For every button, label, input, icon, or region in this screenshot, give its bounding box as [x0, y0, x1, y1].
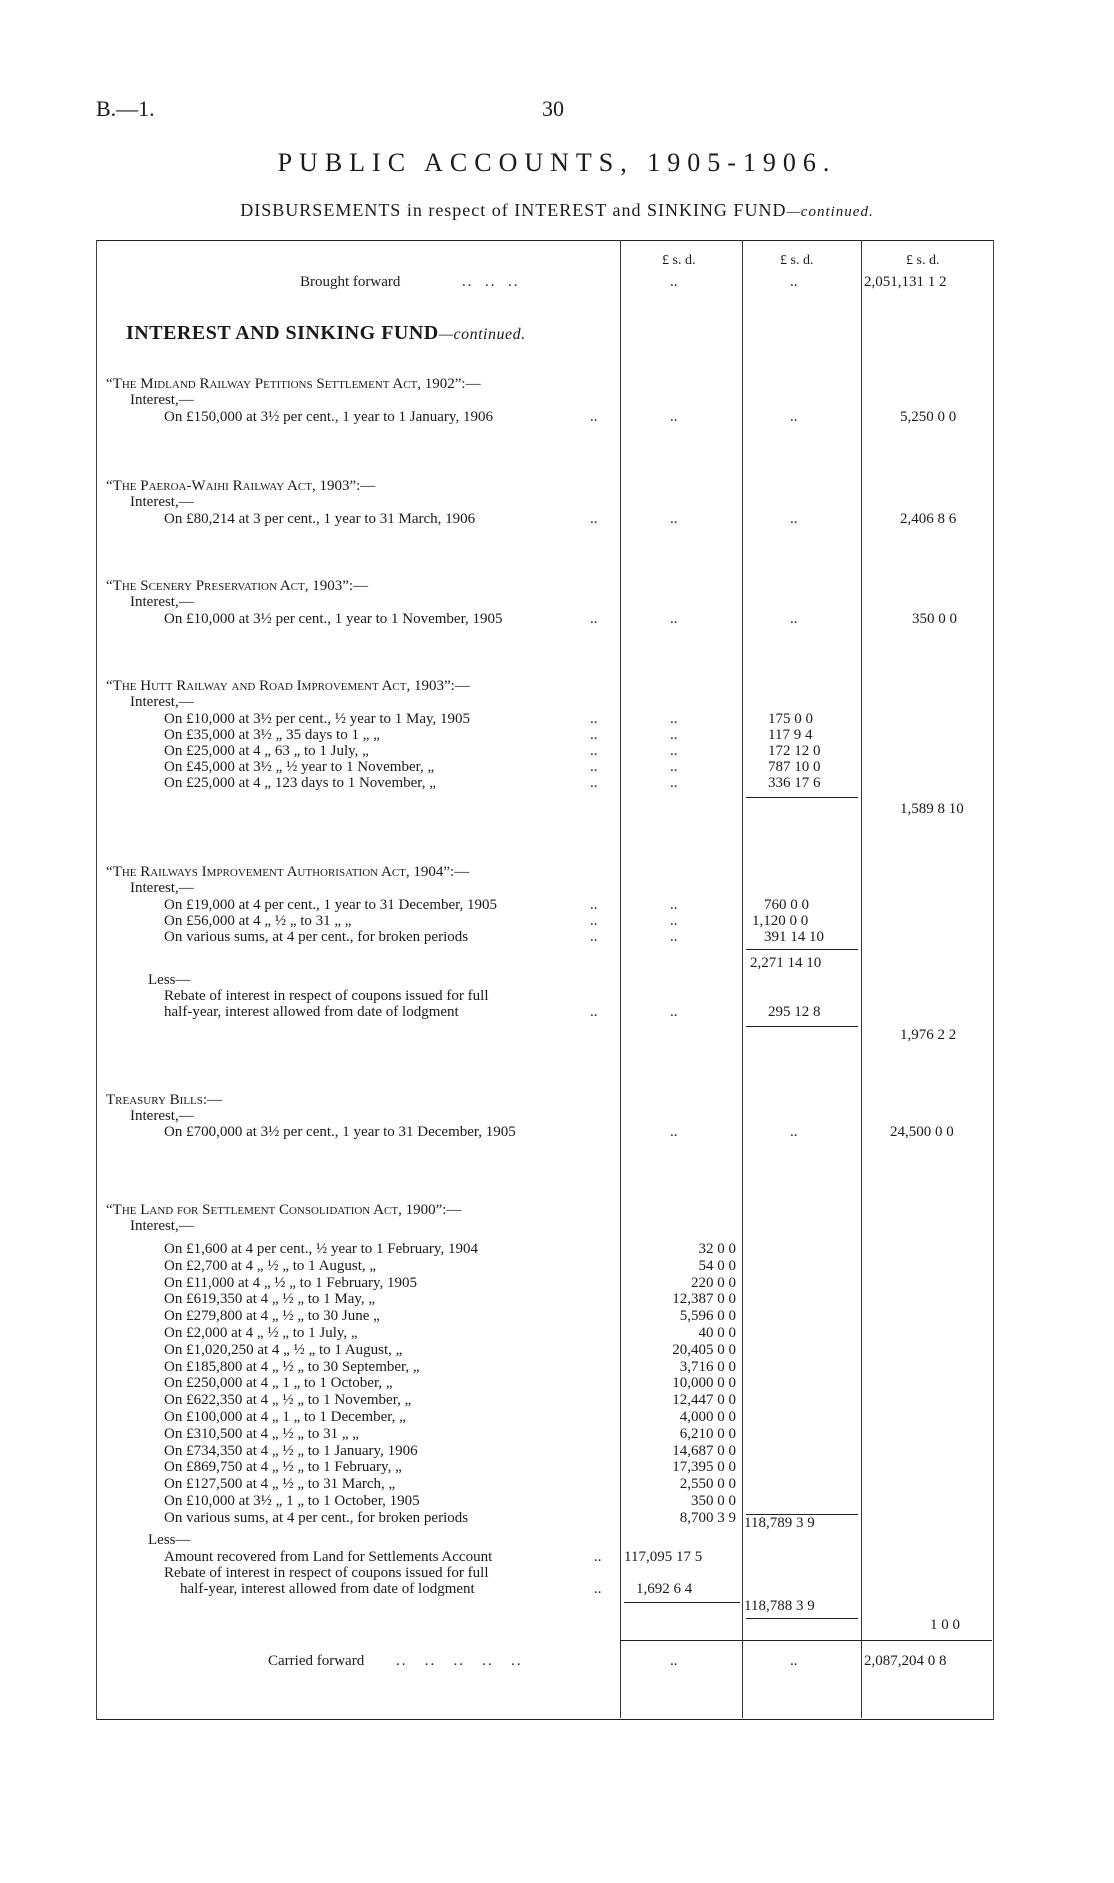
land-amount: 12,447 0 0 [672, 1392, 736, 1409]
brought-forward-label: Brought forward [300, 274, 401, 290]
land-row: On £869,750 at 4 „ ½ „ to 1 February, „ [164, 1459, 402, 1476]
leader-dots: .. [670, 274, 678, 290]
leader-dots: .. [670, 913, 678, 929]
paeroa-title: “The Paeroa-Waihi Railway Act, 1903”:— [106, 478, 376, 494]
land-row: On £1,600 at 4 per cent., ½ year to 1 February, 1904 [164, 1241, 478, 1257]
section-heading-text: INTEREST AND SINKING FUND [126, 322, 439, 344]
leader-dots: .. [590, 511, 598, 527]
land-row: On £2,700 at 4 „ ½ „ to 1 August, „ [164, 1257, 377, 1274]
hutt-interest: Interest,— [130, 694, 194, 710]
hutt-row: On £10,000 at 3½ per cent., ½ year to 1 May, 1905 [164, 711, 471, 727]
land-row: On £1,020,250 at 4 „ ½ „ to 1 August, „ [164, 1341, 403, 1358]
railways-total: 1,976 2 2 [900, 1027, 957, 1043]
railways-rebate-line1: Rebate of interest in respect of coupons issued for full [164, 988, 489, 1004]
land-amount: 8,700 3 9 [679, 1509, 736, 1526]
leader-dots: .. [670, 711, 678, 727]
railways-amount: 1,120 0 0 [752, 913, 809, 929]
land-amount: 220 0 0 [691, 1274, 736, 1291]
paeroa-interest: Interest,— [130, 494, 194, 510]
railways-row: On £19,000 at 4 per cent., 1 year to 31 December, 1905 [164, 897, 498, 913]
land-subtotal: 118,789 3 9 [744, 1515, 815, 1531]
hutt-amount: 175 0 0 [768, 711, 813, 727]
column-divider [620, 240, 621, 1718]
railways-row: On £56,000 at 4 „ ½ „ to 31 „ „ [164, 913, 352, 929]
leader-dots: .. [670, 929, 678, 945]
sum-rule [624, 1602, 740, 1603]
leader-dots: .. [670, 1124, 678, 1140]
midland-total: 5,250 0 0 [900, 409, 957, 425]
land-recovered-amount: 117,095 17 5 [624, 1549, 703, 1565]
hutt-amount: 172 12 0 [768, 743, 821, 759]
leader-dots: .. [670, 511, 678, 527]
land-rebate-amount: 1,692 6 4 [636, 1581, 693, 1597]
hutt-total: 1,589 8 10 [900, 801, 964, 817]
land-less: Less— [148, 1532, 191, 1548]
carried-forward-rule [620, 1640, 992, 1641]
leader-dots: .. [590, 711, 598, 727]
land-row: On £279,800 at 4 „ ½ „ to 30 June „ [164, 1308, 380, 1325]
leader-dots: .. [670, 611, 678, 627]
page-subtitle [0, 200, 1114, 221]
leader-dots: .. [590, 897, 598, 913]
land-amount: 2,550 0 0 [679, 1476, 736, 1493]
midland-title: “The Midland Railway Petitions Settlement Act, 1902”:— [106, 376, 481, 392]
land-amount: 40 0 0 [698, 1325, 736, 1341]
leader-dots: .. [790, 611, 798, 627]
hutt-amount: 117 9 4 [768, 727, 813, 743]
land-recovered: Amount recovered from Land for Settlements Account [164, 1549, 493, 1565]
sum-rule [746, 1618, 858, 1619]
land-row: On £2,000 at 4 „ ½ „ to 1 July, „ [164, 1325, 358, 1341]
leader-dots: .. [594, 1549, 602, 1565]
land-amount: 4,000 0 0 [679, 1409, 736, 1425]
land-rebate-line1: Rebate of interest in respect of coupons issued for full [164, 1565, 489, 1581]
carried-forward-label: Carried forward [268, 1653, 365, 1669]
hutt-row: On £25,000 at 4 „ 63 „ to 1 July, „ [164, 743, 369, 759]
hutt-amount: 336 17 6 [768, 775, 821, 791]
subtitle-continued: —continued. [786, 204, 874, 220]
leader-dots: .. [670, 1653, 678, 1669]
leader-dots: .. [790, 409, 798, 425]
land-row: On various sums, at 4 per cent., for broken periods [164, 1509, 469, 1526]
land-amount: 12,387 0 0 [672, 1291, 736, 1308]
land-row: On £10,000 at 3½ „ 1 „ to 1 October, 1905 [164, 1493, 420, 1509]
land-interest: Interest,— [130, 1218, 194, 1234]
leader-dots: .. [670, 727, 678, 743]
leader-dots: .. [590, 611, 598, 627]
brought-forward-total: 2,051,131 1 2 [864, 274, 947, 290]
railways-row: On various sums, at 4 per cent., for broken periods [164, 929, 469, 945]
land-row: On £11,000 at 4 „ ½ „ to 1 February, 1905 [164, 1274, 418, 1291]
leader-dots: .. [670, 1004, 678, 1020]
land-row: On £100,000 at 4 „ 1 „ to 1 December, „ [164, 1409, 406, 1425]
land-less-total: 118,788 3 9 [744, 1598, 815, 1614]
land-amount: 20,405 0 0 [672, 1341, 736, 1358]
leader-dots: .. [670, 897, 678, 913]
column-divider [742, 240, 743, 1718]
scenery-total: 350 0 0 [912, 611, 957, 627]
land-amount: 350 0 0 [691, 1493, 736, 1509]
paeroa-total: 2,406 8 6 [900, 511, 957, 527]
railways-title: “The Railways Improvement Authorisation Act, 1904”:— [106, 864, 470, 880]
railways-rebate-amount: 295 12 8 [768, 1004, 821, 1020]
section-heading-continued: —continued. [438, 326, 526, 343]
railways-subtotal: 2,271 14 10 [750, 955, 822, 971]
land-title: “The Land for Settlement Consolidation Act, 1900”:— [106, 1202, 462, 1218]
treasury-line: On £700,000 at 3½ per cent., 1 year to 31 December, 1905 [164, 1124, 516, 1140]
column-header-1: £ s. d. [662, 253, 696, 268]
hutt-row: On £35,000 at 3½ „ 35 days to 1 „ „ [164, 727, 380, 743]
land-amount: 6,210 0 0 [679, 1425, 736, 1442]
section-heading [126, 322, 526, 345]
leader-dots: .. [790, 274, 798, 290]
subtitle-text: DISBURSEMENTS in respect of INTEREST and SINKING FUND [240, 200, 787, 220]
land-row: On £127,500 at 4 „ ½ „ to 31 March, „ [164, 1476, 396, 1493]
leader-dots: .. [670, 409, 678, 425]
column-divider [861, 240, 862, 1718]
column-header-2: £ s. d. [780, 253, 814, 268]
leader-dots: .. [594, 1581, 602, 1597]
leader-dots: .. [590, 929, 598, 945]
land-amount: 10,000 0 0 [672, 1375, 736, 1392]
carried-forward-total: 2,087,204 0 8 [864, 1653, 947, 1669]
land-row: On £185,800 at 4 „ ½ „ to 30 September, „ [164, 1358, 420, 1375]
column-header-3: £ s. d. [906, 253, 940, 268]
leader-dots: .. [670, 775, 678, 791]
leader-dots: .. .. .. [462, 274, 520, 290]
sum-rule [746, 1026, 858, 1027]
railways-interest: Interest,— [130, 880, 194, 896]
leader-dots: .. [590, 775, 598, 791]
land-row: On £310,500 at 4 „ ½ „ to 31 „ „ [164, 1425, 359, 1442]
leader-dots: .. [790, 1124, 798, 1140]
treasury-interest: Interest,— [130, 1108, 194, 1124]
leader-dots: .. .. .. .. .. [396, 1653, 523, 1669]
leader-dots: .. [790, 511, 798, 527]
document-reference: B.—1. [96, 96, 155, 121]
treasury-title: Treasury Bills:— [106, 1092, 223, 1108]
sum-rule [746, 949, 858, 950]
land-amount: 17,395 0 0 [672, 1459, 736, 1476]
land-row: On £734,350 at 4 „ ½ „ to 1 January, 1906 [164, 1442, 418, 1459]
railways-rebate-line2: half-year, interest allowed from date of lodgment [164, 1004, 459, 1020]
railways-amount: 391 14 10 [764, 929, 824, 945]
leader-dots: .. [590, 743, 598, 759]
land-rebate-line2: half-year, interest allowed from date of lodgment [180, 1581, 475, 1597]
railways-less: Less— [148, 972, 191, 988]
leader-dots: .. [590, 409, 598, 425]
hutt-row: On £25,000 at 4 „ 123 days to 1 November, „ [164, 775, 436, 791]
leader-dots: .. [670, 759, 678, 775]
hutt-row: On £45,000 at 3½ „ ½ year to 1 November, „ [164, 759, 435, 775]
page-title: PUBLIC ACCOUNTS, 1905-1906. [277, 148, 837, 177]
midland-interest: Interest,— [130, 392, 194, 408]
paeroa-line: On £80,214 at 3 per cent., 1 year to 31 March, 1906 [164, 511, 476, 527]
sum-rule [746, 797, 858, 798]
scenery-interest: Interest,— [130, 594, 194, 610]
land-amount: 54 0 0 [698, 1257, 736, 1274]
leader-dots: .. [790, 1653, 798, 1669]
midland-line: On £150,000 at 3½ per cent., 1 year to 1 January, 1906 [164, 409, 493, 425]
page-number: 30 [542, 96, 564, 121]
leader-dots: .. [590, 913, 598, 929]
leader-dots: .. [590, 759, 598, 775]
treasury-total: 24,500 0 0 [890, 1124, 954, 1140]
land-row: On £619,350 at 4 „ ½ „ to 1 May, „ [164, 1291, 376, 1308]
leader-dots: .. [590, 727, 598, 743]
land-amount: 3,716 0 0 [679, 1358, 736, 1375]
leader-dots: .. [670, 743, 678, 759]
land-total: 1 0 0 [930, 1617, 960, 1633]
land-row: On £250,000 at 4 „ 1 „ to 1 October, „ [164, 1375, 393, 1392]
scenery-title: “The Scenery Preservation Act, 1903”:— [106, 578, 369, 594]
hutt-title: “The Hutt Railway and Road Improvement Act, 1903”:— [106, 678, 470, 694]
railways-amount: 760 0 0 [764, 897, 809, 913]
leader-dots: .. [590, 1004, 598, 1020]
land-amount: 5,596 0 0 [679, 1308, 736, 1325]
land-amount: 14,687 0 0 [672, 1442, 736, 1459]
land-amount: 32 0 0 [698, 1241, 736, 1257]
land-row: On £622,350 at 4 „ ½ „ to 1 November, „ [164, 1392, 412, 1409]
hutt-amount: 787 10 0 [768, 759, 821, 775]
scenery-line: On £10,000 at 3½ per cent., 1 year to 1 November, 1905 [164, 611, 503, 627]
